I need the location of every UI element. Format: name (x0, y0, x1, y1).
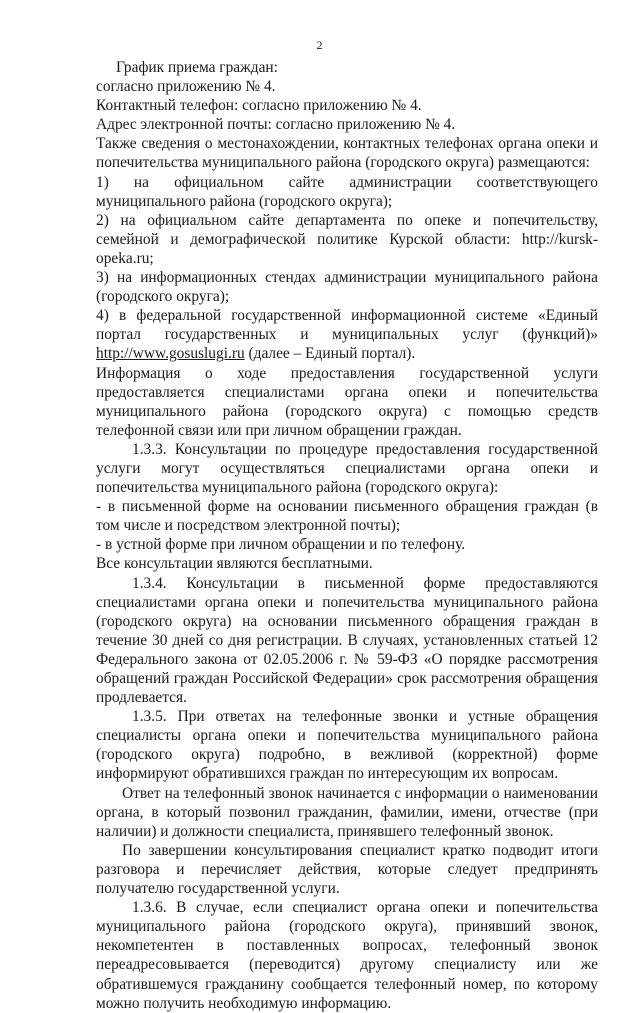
paragraph-section-1-3-4: 1.3.4. Консультации в письменной форме предоставляются специалистами органа опеки и попечительства муниципального района (городского округа) на основании письменного обращения граждан в течение 30 дней со дня регистрации. В случаях, установленных статьей 12 Федерального закона от 02.05.2006 г. № 59-ФЗ «О порядке рассмотрения обращений граждан Российской Федерации» срок рассмотрения обращения продлевается. (96, 574, 598, 707)
paragraph-oral-form: - в устной форме при личном обращении и по телефону. (96, 536, 466, 554)
paragraph-section-1-3-3: 1.3.3. Консультации по процедуре предоставления государственной услуги могут осуществляться специалистами органа опеки и попечительства муниципального района (городского округа): (96, 440, 598, 497)
paragraph-free-consultations: Все консультации являются бесплатными. (96, 555, 373, 573)
paragraph-written-form: - в письменной форме на основании письменного обращения граждан (в том числе и посредством электронной почты); (96, 498, 598, 535)
paragraph-reception-schedule: График приема граждан: (116, 59, 278, 76)
document-body (96, 58, 598, 1013)
list-item-3: 3) на информационных стендах администрации муниципального района (городского округа); (96, 269, 598, 306)
list-item-4 (96, 306, 598, 363)
list-item-4-tail: (далее – Единый портал). (244, 345, 416, 363)
list-item-1: 1) на официальном сайте администрации соответствующего муниципального района (городского округа); (96, 173, 598, 210)
gosuslugi-link[interactable]: http://www.gosuslugi.ru (96, 345, 245, 363)
paragraph-section-1-3-5: 1.3.5. При ответах на телефонные звонки и устные обращения специалисты органа опеки и попечительства муниципального района (городского округа) подробно, в вежливой (корректной) форме информируют обратившихся граждан по интересующим их вопросам. (96, 708, 598, 783)
paragraph-location-info: Также сведения о местонахождении, контактных телефонах органа опеки и попечительства муниципального района (городского округа) размещаются: (96, 135, 598, 172)
paragraph-email: Адрес электронной почты: согласно приложению № 4. (96, 116, 456, 134)
paragraph-section-1-3-6: 1.3.6. В случае, если специалист органа опеки и попечительства муниципального района (городского округа), принявший звонок, некомпетентен в поставленных вопросах, телефонный звонок переадресовывается (переводится) другому специалисту или же обратившемуся гражданину сообщается телефонный номер, по которому можно получить необходимую информацию. (96, 899, 598, 1012)
page-number: 2 (316, 38, 323, 52)
paragraph-consultation-end: По завершении консультирования специалист кратко подводит итоги разговора и перечисляет действия, которые следует предпринять получателю государственной услуги. (96, 841, 598, 898)
paragraph-call-response: Ответ на телефонный звонок начинается с информации о наименовании органа, в который позвонил гражданин, фамилии, имени, отчестве (при наличии) и должности специалиста, принявшего телефонный звонок. (96, 784, 598, 840)
paragraph-schedule-appendix: согласно приложению № 4. (96, 78, 276, 96)
paragraph-contact-phone: Контактный телефон: согласно приложению № 4. (96, 97, 422, 115)
list-item-2: 2) на официальном сайте департамента по опеке и попечительству, семейной и демографической политике Курской области: http://kursk-opeka.ru; (96, 211, 598, 267)
paragraph-progress-info: Информация о ходе предоставления государственной услуги предоставляется специалистами органа опеки и попечительства муниципального района (городского округа) с помощью средств телефонной связи или при личном обращении граждан. (96, 364, 598, 439)
list-item-4-text: 4) в федеральной государственной информационной системе «Единый портал государственных и муниципальных услуг (функций)» (96, 307, 598, 344)
